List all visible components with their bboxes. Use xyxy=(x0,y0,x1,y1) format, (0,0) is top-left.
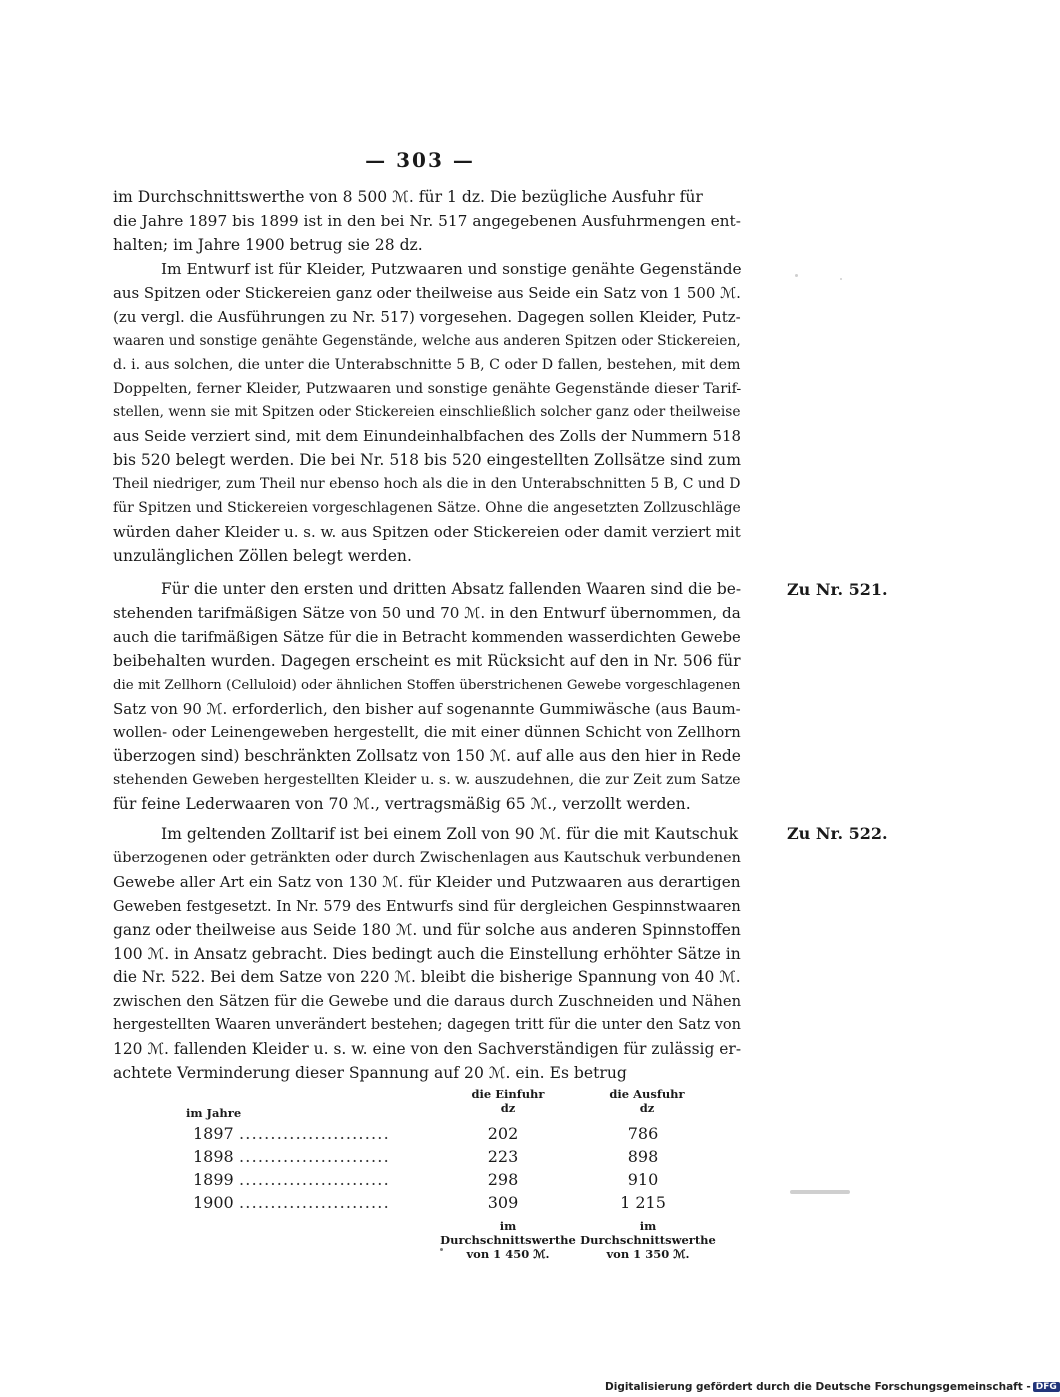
export-average-label: im Durchschnittswerthe xyxy=(580,1219,716,1247)
text-line: waaren und sonstige genähte Gegenstände, welche aus anderen Spitzen oder Stickereien, xyxy=(113,332,741,349)
text-line: Im geltenden Zolltarif ist bei einem Zoll von 90 ℳ. für die mit Kautschuk xyxy=(161,825,739,843)
text-line: achtete Verminderung dieser Spannung auf 20 ℳ. ein. Es betrug xyxy=(113,1064,627,1083)
text-line: überzogen sind) beschränkten Zollsatz von 150 ℳ. auf alle aus den hier in Rede xyxy=(113,747,741,766)
text-line: Gewebe aller Art ein Satz von 130 ℳ. für Kleider und Putzwaaren aus derartigen xyxy=(113,872,741,891)
row-export-value: 1 215 xyxy=(620,1193,666,1212)
text-line: 100 ℳ. in Ansatz gebracht. Dies bedingt auch die Einstellung erhöhter Sätze in xyxy=(113,944,741,963)
text-line: bis 520 belegt werden. Die bei Nr. 518 bis 520 eingestellten Zollsätze sind zum xyxy=(113,451,741,470)
scan-speck xyxy=(790,1190,850,1194)
import-header-label: die Einfuhr xyxy=(471,1087,545,1101)
text-line: zwischen den Sätzen für die Gewebe und die daraus durch Zuschneiden und Nähen xyxy=(113,993,742,1011)
page-number: — 303 — xyxy=(365,148,475,172)
text-line: 120 ℳ. fallenden Kleider u. s. w. eine von den Sachverständigen für zulässig er- xyxy=(113,1040,742,1059)
text-line: die Jahre 1897 bis 1899 ist in den bei Nr. 517 angegebenen Ausfuhrmengen ent- xyxy=(113,211,741,230)
paragraph-3 xyxy=(113,578,741,817)
row-year: 1899 xyxy=(193,1170,234,1189)
row-leader-dots: ........................ xyxy=(239,1170,390,1189)
row-year: 1898 xyxy=(193,1147,234,1166)
scan-speck xyxy=(840,278,842,280)
text-line: Satz von 90 ℳ. erforderlich, den bisher auf sogenannte Gummiwäsche (aus Baum- xyxy=(113,699,741,718)
row-year: 1897 xyxy=(193,1124,234,1143)
paragraph-4 xyxy=(113,823,741,1086)
text-line: im Durchschnittswerthe von 8 500 ℳ. für 1 dz. Die bezügliche Ausfuhr für xyxy=(113,188,703,206)
margin-note-nr-522: Zu Nr. 522. xyxy=(787,824,888,843)
text-line: stehenden tarifmäßigen Sätze von 50 und 70 ℳ. in den Entwurf übernommen, da xyxy=(113,603,741,622)
text-line: auch die tarifmäßigen Sätze für die in Betracht kommenden wasserdichten Gewebe xyxy=(113,628,741,646)
digitization-footer xyxy=(605,1381,1060,1393)
row-year: 1900 xyxy=(193,1193,234,1212)
row-import-value: 202 xyxy=(487,1124,519,1143)
import-average-label: im Durchschnittswerthe xyxy=(440,1219,576,1247)
row-leader-dots: ........................ xyxy=(239,1193,390,1212)
row-import-value: 223 xyxy=(487,1147,519,1166)
row-leader-dots: ........................ xyxy=(239,1124,390,1143)
text-line: Doppelten, ferner Kleider, Putzwaaren und sonstige genähte Gegenstände dieser Tarif- xyxy=(113,380,742,397)
text-line: Für die unter den ersten und dritten Absatz fallenden Waaren sind die be- xyxy=(161,580,742,598)
row-export-value: 898 xyxy=(627,1147,659,1166)
text-line: wollen- oder Leinengeweben hergestellt, die mit einer dünnen Schicht von Zellhorn xyxy=(113,724,741,742)
row-export-value: 910 xyxy=(627,1170,659,1189)
text-line: ganz oder theilweise aus Seide 180 ℳ. und für solche aus anderen Spinnstoffen xyxy=(113,920,741,939)
export-average-value: von 1 350 ℳ. xyxy=(606,1247,690,1261)
export-column-header xyxy=(602,1087,692,1115)
row-export-value: 786 xyxy=(627,1124,659,1143)
scan-speck xyxy=(795,274,798,277)
export-average-note xyxy=(573,1219,723,1261)
text-line: würden daher Kleider u. s. w. aus Spitzen oder Stickereien oder damit verziert mit xyxy=(113,522,741,541)
table-row xyxy=(193,1124,673,1148)
text-line: überzogenen oder getränkten oder durch Zwischenlagen aus Kautschuk verbundenen xyxy=(113,849,741,866)
footer-text: Digitalisierung gefördert durch die Deutsche Forschungsgemeinschaft - xyxy=(605,1381,1031,1393)
export-header-label: die Ausfuhr xyxy=(609,1087,685,1101)
text-line: die mit Zellhorn (Celluloid) oder ähnlichen Stoffen überstrichenen Gewebe vorgeschlagenen xyxy=(113,677,741,693)
year-column-header: im Jahre xyxy=(186,1106,242,1120)
margin-note-nr-521: Zu Nr. 521. xyxy=(787,580,888,599)
import-column-header xyxy=(463,1087,553,1115)
table-row xyxy=(193,1147,673,1171)
export-header-unit: dz xyxy=(639,1101,655,1115)
table-row xyxy=(193,1170,673,1194)
text-line: beibehalten wurden. Dagegen erscheint es mit Rücksicht auf den in Nr. 506 für xyxy=(113,651,741,670)
text-line: aus Seide verziert sind, mit dem Einundeinhalbfachen des Zolls der Nummern 518 xyxy=(113,427,742,446)
paragraph-2 xyxy=(113,258,741,569)
text-line: halten; im Jahre 1900 betrug sie 28 dz. xyxy=(113,235,423,254)
import-header-unit: dz xyxy=(500,1101,516,1115)
import-average-note xyxy=(433,1219,583,1261)
text-line: Theil niedriger, zum Theil nur ebenso hoch als die in den Unterabschnitten 5 B, C und D xyxy=(113,476,741,493)
text-line: stellen, wenn sie mit Spitzen oder Stickereien einschließlich solcher ganz oder theilweise xyxy=(113,404,741,421)
table-row xyxy=(193,1193,673,1217)
text-line: Geweben festgesetzt. In Nr. 579 des Entwurfs sind für dergleichen Gespinnstwaaren xyxy=(113,897,741,915)
text-line: Im Entwurf ist für Kleider, Putzwaaren und sonstige genähte Gegenstände xyxy=(161,260,742,278)
text-line: hergestellten Waaren unverändert bestehen; dagegen tritt für die unter den Satz von xyxy=(113,1017,741,1034)
dfg-logo: DFG xyxy=(1033,1382,1060,1392)
text-line: für feine Lederwaaren von 70 ℳ., vertragsmäßig 65 ℳ., verzollt werden. xyxy=(113,795,691,814)
text-line: d. i. aus solchen, die unter die Unterabschnitte 5 B, C oder D fallen, bestehen, mit dem xyxy=(113,356,741,373)
text-line: aus Spitzen oder Stickereien ganz oder theilweise aus Seide ein Satz von 1 500 ℳ. xyxy=(113,283,741,302)
paragraph-1 xyxy=(113,186,741,258)
text-line: die Nr. 522. Bei dem Satze von 220 ℳ. bleibt die bisherige Spannung von 40 ℳ. xyxy=(113,968,741,987)
import-average-value: von 1 450 ℳ. xyxy=(466,1247,550,1261)
row-import-value: 309 xyxy=(487,1193,519,1212)
row-import-value: 298 xyxy=(487,1170,519,1189)
row-leader-dots: ........................ xyxy=(239,1147,390,1166)
text-line: unzulänglichen Zöllen belegt werden. xyxy=(113,546,412,565)
text-line: stehenden Geweben hergestellten Kleider u. s. w. auszudehnen, die zur Zeit zum Satze xyxy=(113,772,741,789)
scan-speck xyxy=(440,1248,443,1251)
text-line: für Spitzen und Stickereien vorgeschlagenen Sätze. Ohne die angesetzten Zollzuschläge xyxy=(113,500,741,517)
text-line: (zu vergl. die Ausführungen zu Nr. 517) vorgesehen. Dagegen sollen Kleider, Putz- xyxy=(113,307,741,326)
